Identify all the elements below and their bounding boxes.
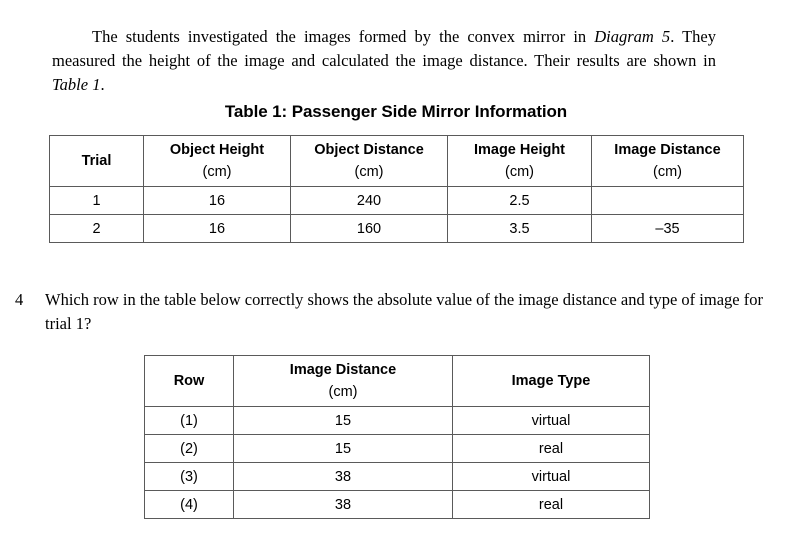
intro-text-part-3: . — [100, 74, 105, 94]
answer-choices-table — [144, 355, 650, 519]
cell-object-distance: 160 — [291, 215, 448, 243]
cell-image-distance: 38 — [234, 491, 453, 519]
column-header-label: Object Distance — [314, 142, 424, 158]
cell-image-height: 3.5 — [448, 215, 592, 243]
cell-image-distance-blank — [592, 187, 744, 215]
column-header-unit: (cm) — [653, 164, 682, 180]
cell-image-type: real — [453, 491, 650, 519]
cell-image-type: real — [453, 435, 650, 463]
table-row — [50, 215, 744, 243]
table-header-row — [145, 356, 650, 407]
table-header-row — [50, 136, 744, 187]
question-text: Which row in the table below correctly shows the absolute value of the image distance and type of image for trial 1? — [45, 290, 763, 333]
question-number: 4 — [15, 290, 24, 309]
intro-text-part-1: The students investigated the images formed by the convex mirror in — [92, 26, 595, 46]
intro-text-part-2: . They measured the height of the image and calculated the image distance. Their results are shown in — [52, 26, 717, 70]
table-reference: Table 1 — [52, 74, 101, 94]
column-header-image-height — [448, 136, 592, 187]
cell-image-distance: 15 — [234, 435, 453, 463]
cell-object-height: 16 — [144, 187, 291, 215]
column-header-row — [145, 356, 234, 407]
cell-image-distance: –35 — [592, 215, 744, 243]
column-header-label: Row — [173, 373, 205, 389]
table-row — [50, 187, 744, 215]
column-header-object-height — [144, 136, 291, 187]
column-header-image-type — [453, 356, 650, 407]
column-header-label: Image Distance — [614, 142, 721, 158]
answer-option-row[interactable] — [145, 407, 650, 435]
cell-row-label: (3) — [145, 463, 234, 491]
cell-object-height: 16 — [144, 215, 291, 243]
column-header-label: Image Distance — [289, 362, 397, 378]
answer-option-row[interactable] — [145, 463, 650, 491]
cell-image-height: 2.5 — [448, 187, 592, 215]
cell-row-label: (1) — [145, 407, 234, 435]
column-header-image-distance — [592, 136, 744, 187]
column-header-label: Object Height — [169, 142, 265, 158]
column-header-unit: (cm) — [354, 164, 384, 180]
passenger-side-mirror-table — [49, 135, 744, 243]
diagram-reference: Diagram 5 — [594, 26, 671, 46]
column-header-unit: (cm) — [328, 384, 358, 400]
column-header-label: Image Type — [511, 373, 591, 389]
column-header-trial — [50, 136, 144, 187]
cell-image-distance: 38 — [234, 463, 453, 491]
answer-option-row[interactable] — [145, 491, 650, 519]
intro-paragraph — [52, 25, 716, 97]
column-header-unit: (cm) — [202, 164, 232, 180]
column-header-label: Trial — [81, 153, 112, 169]
table1-title: Table 1: Passenger Side Mirror Information — [224, 102, 568, 121]
cell-trial: 2 — [50, 215, 144, 243]
cell-object-distance: 240 — [291, 187, 448, 215]
cell-trial: 1 — [50, 187, 144, 215]
cell-row-label: (4) — [145, 491, 234, 519]
column-header-image-distance — [234, 356, 453, 407]
column-header-label: Image Height — [473, 142, 566, 158]
column-header-unit: (cm) — [505, 164, 534, 180]
answer-option-row[interactable] — [145, 435, 650, 463]
cell-image-distance: 15 — [234, 407, 453, 435]
column-header-object-distance — [291, 136, 448, 187]
cell-image-type: virtual — [453, 407, 650, 435]
cell-row-label: (2) — [145, 435, 234, 463]
cell-image-type: virtual — [453, 463, 650, 491]
